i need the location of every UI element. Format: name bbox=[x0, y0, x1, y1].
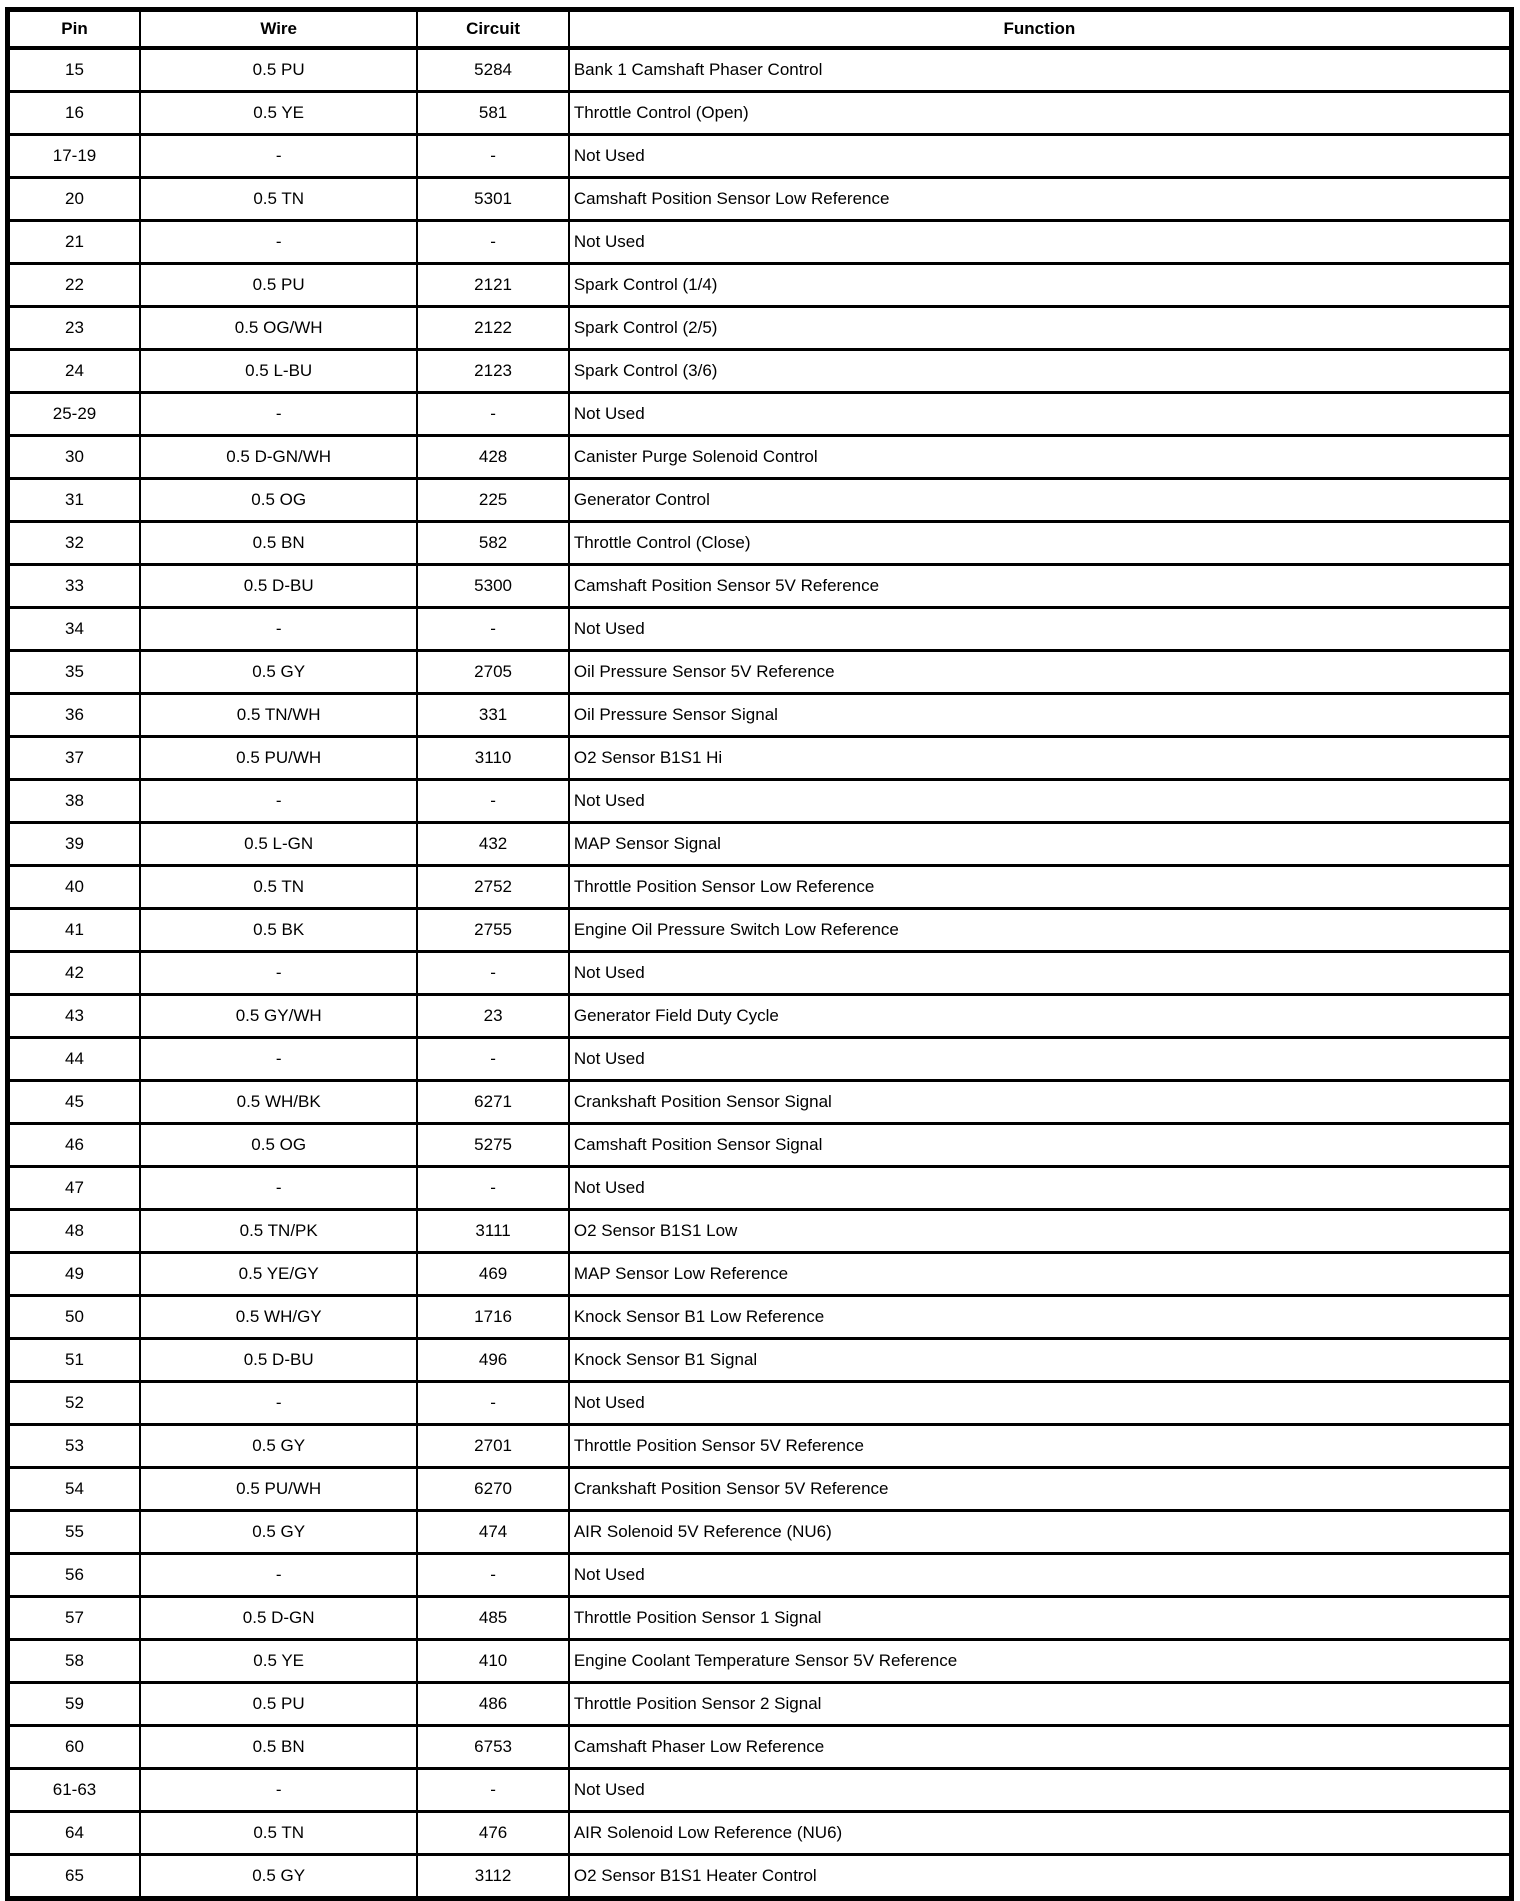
cell-circuit: 23 bbox=[417, 995, 569, 1038]
cell-wire: 0.5 GY bbox=[140, 651, 417, 694]
table-row bbox=[8, 1640, 1512, 1683]
table-row bbox=[8, 866, 1512, 909]
cell-function: Throttle Position Sensor 1 Signal bbox=[569, 1597, 1512, 1640]
cell-circuit: - bbox=[417, 1382, 569, 1425]
cell-wire: 0.5 BN bbox=[140, 1726, 417, 1769]
table-row bbox=[8, 1468, 1512, 1511]
cell-wire: - bbox=[140, 1038, 417, 1081]
cell-circuit: 582 bbox=[417, 522, 569, 565]
cell-function: Not Used bbox=[569, 221, 1512, 264]
cell-wire: - bbox=[140, 135, 417, 178]
cell-pin: 52 bbox=[8, 1382, 141, 1425]
cell-pin: 54 bbox=[8, 1468, 141, 1511]
table-row bbox=[8, 1726, 1512, 1769]
cell-wire: - bbox=[140, 1554, 417, 1597]
table-row bbox=[8, 780, 1512, 823]
cell-circuit: - bbox=[417, 1038, 569, 1081]
table-row bbox=[8, 952, 1512, 995]
cell-wire: 0.5 YE/GY bbox=[140, 1253, 417, 1296]
cell-function: Engine Coolant Temperature Sensor 5V Reference bbox=[569, 1640, 1512, 1683]
cell-pin: 33 bbox=[8, 565, 141, 608]
cell-function: Camshaft Position Sensor Low Reference bbox=[569, 178, 1512, 221]
cell-wire: 0.5 TN bbox=[140, 178, 417, 221]
cell-pin: 42 bbox=[8, 952, 141, 995]
table-row bbox=[8, 1511, 1512, 1554]
table-row bbox=[8, 1296, 1512, 1339]
cell-pin: 58 bbox=[8, 1640, 141, 1683]
cell-function: Engine Oil Pressure Switch Low Reference bbox=[569, 909, 1512, 952]
cell-pin: 16 bbox=[8, 92, 141, 135]
cell-wire: - bbox=[140, 393, 417, 436]
cell-circuit: 581 bbox=[417, 92, 569, 135]
cell-pin: 61-63 bbox=[8, 1769, 141, 1812]
cell-pin: 31 bbox=[8, 479, 141, 522]
cell-function: Not Used bbox=[569, 1167, 1512, 1210]
column-header-pin: Pin bbox=[8, 10, 141, 49]
cell-pin: 65 bbox=[8, 1855, 141, 1899]
cell-circuit: 2122 bbox=[417, 307, 569, 350]
cell-pin: 34 bbox=[8, 608, 141, 651]
cell-circuit: 2701 bbox=[417, 1425, 569, 1468]
cell-function: Not Used bbox=[569, 952, 1512, 995]
cell-function: Not Used bbox=[569, 1382, 1512, 1425]
cell-wire: - bbox=[140, 952, 417, 995]
cell-pin: 45 bbox=[8, 1081, 141, 1124]
cell-wire: - bbox=[140, 1382, 417, 1425]
cell-pin: 55 bbox=[8, 1511, 141, 1554]
cell-wire: 0.5 GY/WH bbox=[140, 995, 417, 1038]
table-row bbox=[8, 1339, 1512, 1382]
cell-function: Generator Control bbox=[569, 479, 1512, 522]
cell-function: Throttle Control (Close) bbox=[569, 522, 1512, 565]
cell-pin: 38 bbox=[8, 780, 141, 823]
table-row bbox=[8, 1038, 1512, 1081]
cell-function: Spark Control (2/5) bbox=[569, 307, 1512, 350]
column-header-wire: Wire bbox=[140, 10, 417, 49]
cell-circuit: - bbox=[417, 952, 569, 995]
cell-function: Not Used bbox=[569, 1554, 1512, 1597]
cell-function: Oil Pressure Sensor 5V Reference bbox=[569, 651, 1512, 694]
cell-function: O2 Sensor B1S1 Hi bbox=[569, 737, 1512, 780]
header-row bbox=[8, 10, 1512, 49]
table-row bbox=[8, 1081, 1512, 1124]
cell-wire: 0.5 D-BU bbox=[140, 565, 417, 608]
cell-pin: 35 bbox=[8, 651, 141, 694]
cell-wire: 0.5 GY bbox=[140, 1425, 417, 1468]
cell-function: Not Used bbox=[569, 608, 1512, 651]
cell-circuit: 5275 bbox=[417, 1124, 569, 1167]
cell-circuit: 331 bbox=[417, 694, 569, 737]
cell-function: Not Used bbox=[569, 1769, 1512, 1812]
cell-pin: 57 bbox=[8, 1597, 141, 1640]
cell-wire: 0.5 L-GN bbox=[140, 823, 417, 866]
cell-wire: - bbox=[140, 1769, 417, 1812]
cell-pin: 15 bbox=[8, 48, 141, 92]
cell-wire: - bbox=[140, 608, 417, 651]
cell-circuit: 486 bbox=[417, 1683, 569, 1726]
cell-pin: 30 bbox=[8, 436, 141, 479]
cell-pin: 32 bbox=[8, 522, 141, 565]
cell-function: Camshaft Position Sensor Signal bbox=[569, 1124, 1512, 1167]
cell-circuit: 410 bbox=[417, 1640, 569, 1683]
cell-circuit: 5284 bbox=[417, 48, 569, 92]
cell-circuit: - bbox=[417, 393, 569, 436]
cell-function: AIR Solenoid Low Reference (NU6) bbox=[569, 1812, 1512, 1855]
cell-pin: 47 bbox=[8, 1167, 141, 1210]
cell-circuit: 3110 bbox=[417, 737, 569, 780]
column-header-function: Function bbox=[569, 10, 1512, 49]
cell-function: Generator Field Duty Cycle bbox=[569, 995, 1512, 1038]
cell-function: Oil Pressure Sensor Signal bbox=[569, 694, 1512, 737]
table-row bbox=[8, 1124, 1512, 1167]
cell-wire: - bbox=[140, 1167, 417, 1210]
cell-circuit: 476 bbox=[417, 1812, 569, 1855]
cell-function: MAP Sensor Signal bbox=[569, 823, 1512, 866]
cell-wire: 0.5 PU bbox=[140, 1683, 417, 1726]
cell-pin: 64 bbox=[8, 1812, 141, 1855]
cell-pin: 43 bbox=[8, 995, 141, 1038]
table-row bbox=[8, 221, 1512, 264]
cell-function: Knock Sensor B1 Signal bbox=[569, 1339, 1512, 1382]
connector-pinout-table bbox=[5, 7, 1514, 1901]
table-row bbox=[8, 264, 1512, 307]
cell-pin: 17-19 bbox=[8, 135, 141, 178]
table-row bbox=[8, 1167, 1512, 1210]
cell-pin: 39 bbox=[8, 823, 141, 866]
cell-wire: 0.5 L-BU bbox=[140, 350, 417, 393]
cell-pin: 40 bbox=[8, 866, 141, 909]
table-row bbox=[8, 1253, 1512, 1296]
cell-circuit: 2123 bbox=[417, 350, 569, 393]
cell-function: AIR Solenoid 5V Reference (NU6) bbox=[569, 1511, 1512, 1554]
cell-function: Not Used bbox=[569, 135, 1512, 178]
table-row bbox=[8, 694, 1512, 737]
cell-pin: 20 bbox=[8, 178, 141, 221]
cell-function: Not Used bbox=[569, 393, 1512, 436]
cell-circuit: 2121 bbox=[417, 264, 569, 307]
cell-function: Bank 1 Camshaft Phaser Control bbox=[569, 48, 1512, 92]
cell-wire: 0.5 TN/WH bbox=[140, 694, 417, 737]
cell-pin: 50 bbox=[8, 1296, 141, 1339]
cell-wire: 0.5 D-GN bbox=[140, 1597, 417, 1640]
cell-pin: 56 bbox=[8, 1554, 141, 1597]
cell-function: Canister Purge Solenoid Control bbox=[569, 436, 1512, 479]
table-row bbox=[8, 178, 1512, 221]
cell-function: Spark Control (1/4) bbox=[569, 264, 1512, 307]
cell-function: Throttle Position Sensor 2 Signal bbox=[569, 1683, 1512, 1726]
cell-wire: 0.5 GY bbox=[140, 1855, 417, 1899]
cell-pin: 49 bbox=[8, 1253, 141, 1296]
cell-function: Throttle Control (Open) bbox=[569, 92, 1512, 135]
table-row bbox=[8, 909, 1512, 952]
cell-wire: 0.5 YE bbox=[140, 92, 417, 135]
cell-function: Not Used bbox=[569, 1038, 1512, 1081]
cell-circuit: - bbox=[417, 1554, 569, 1597]
table-row bbox=[8, 1855, 1512, 1899]
cell-circuit: 474 bbox=[417, 1511, 569, 1554]
cell-wire: 0.5 TN/PK bbox=[140, 1210, 417, 1253]
cell-function: Spark Control (3/6) bbox=[569, 350, 1512, 393]
cell-circuit: - bbox=[417, 221, 569, 264]
pinout-table-body bbox=[8, 48, 1512, 1899]
cell-pin: 22 bbox=[8, 264, 141, 307]
cell-circuit: 6271 bbox=[417, 1081, 569, 1124]
cell-circuit: 432 bbox=[417, 823, 569, 866]
table-row bbox=[8, 479, 1512, 522]
table-row bbox=[8, 1769, 1512, 1812]
cell-circuit: 485 bbox=[417, 1597, 569, 1640]
cell-wire: 0.5 OG bbox=[140, 479, 417, 522]
cell-wire: 0.5 WH/GY bbox=[140, 1296, 417, 1339]
table-row bbox=[8, 1210, 1512, 1253]
table-row bbox=[8, 1597, 1512, 1640]
cell-pin: 48 bbox=[8, 1210, 141, 1253]
cell-function: Crankshaft Position Sensor 5V Reference bbox=[569, 1468, 1512, 1511]
cell-circuit: - bbox=[417, 1769, 569, 1812]
cell-circuit: 3111 bbox=[417, 1210, 569, 1253]
cell-wire: 0.5 WH/BK bbox=[140, 1081, 417, 1124]
table-row bbox=[8, 135, 1512, 178]
cell-wire: 0.5 TN bbox=[140, 866, 417, 909]
cell-function: Not Used bbox=[569, 780, 1512, 823]
cell-pin: 36 bbox=[8, 694, 141, 737]
cell-pin: 21 bbox=[8, 221, 141, 264]
cell-pin: 60 bbox=[8, 1726, 141, 1769]
table-row bbox=[8, 1554, 1512, 1597]
cell-wire: 0.5 YE bbox=[140, 1640, 417, 1683]
table-row bbox=[8, 1382, 1512, 1425]
table-row bbox=[8, 608, 1512, 651]
table-row bbox=[8, 307, 1512, 350]
cell-circuit: - bbox=[417, 135, 569, 178]
cell-pin: 25-29 bbox=[8, 393, 141, 436]
cell-function: Throttle Position Sensor 5V Reference bbox=[569, 1425, 1512, 1468]
cell-pin: 59 bbox=[8, 1683, 141, 1726]
table-row bbox=[8, 350, 1512, 393]
cell-wire: 0.5 OG bbox=[140, 1124, 417, 1167]
table-row bbox=[8, 1812, 1512, 1855]
table-row bbox=[8, 436, 1512, 479]
cell-wire: 0.5 BK bbox=[140, 909, 417, 952]
cell-function: Camshaft Phaser Low Reference bbox=[569, 1726, 1512, 1769]
cell-pin: 41 bbox=[8, 909, 141, 952]
cell-pin: 51 bbox=[8, 1339, 141, 1382]
cell-wire: 0.5 TN bbox=[140, 1812, 417, 1855]
table-row bbox=[8, 1425, 1512, 1468]
cell-function: Crankshaft Position Sensor Signal bbox=[569, 1081, 1512, 1124]
table-row bbox=[8, 737, 1512, 780]
cell-function: O2 Sensor B1S1 Low bbox=[569, 1210, 1512, 1253]
cell-pin: 53 bbox=[8, 1425, 141, 1468]
cell-circuit: 496 bbox=[417, 1339, 569, 1382]
cell-wire: 0.5 BN bbox=[140, 522, 417, 565]
cell-circuit: - bbox=[417, 780, 569, 823]
cell-wire: 0.5 D-BU bbox=[140, 1339, 417, 1382]
table-row bbox=[8, 1683, 1512, 1726]
cell-wire: 0.5 PU/WH bbox=[140, 1468, 417, 1511]
table-row bbox=[8, 565, 1512, 608]
cell-circuit: 2755 bbox=[417, 909, 569, 952]
cell-circuit: 6753 bbox=[417, 1726, 569, 1769]
table-row bbox=[8, 393, 1512, 436]
cell-circuit: 5300 bbox=[417, 565, 569, 608]
table-row bbox=[8, 995, 1512, 1038]
cell-wire: 0.5 PU/WH bbox=[140, 737, 417, 780]
cell-wire: 0.5 D-GN/WH bbox=[140, 436, 417, 479]
table-row bbox=[8, 522, 1512, 565]
cell-wire: 0.5 GY bbox=[140, 1511, 417, 1554]
cell-function: MAP Sensor Low Reference bbox=[569, 1253, 1512, 1296]
cell-circuit: - bbox=[417, 1167, 569, 1210]
cell-function: Knock Sensor B1 Low Reference bbox=[569, 1296, 1512, 1339]
table-row bbox=[8, 651, 1512, 694]
cell-function: O2 Sensor B1S1 Heater Control bbox=[569, 1855, 1512, 1899]
cell-circuit: 428 bbox=[417, 436, 569, 479]
cell-circuit: 2705 bbox=[417, 651, 569, 694]
cell-circuit: 6270 bbox=[417, 1468, 569, 1511]
table-row bbox=[8, 823, 1512, 866]
table-row bbox=[8, 48, 1512, 92]
cell-wire: 0.5 PU bbox=[140, 48, 417, 92]
table-row bbox=[8, 92, 1512, 135]
cell-circuit: 1716 bbox=[417, 1296, 569, 1339]
cell-wire: - bbox=[140, 221, 417, 264]
cell-pin: 23 bbox=[8, 307, 141, 350]
cell-circuit: 3112 bbox=[417, 1855, 569, 1899]
cell-circuit: 5301 bbox=[417, 178, 569, 221]
cell-pin: 24 bbox=[8, 350, 141, 393]
cell-wire: 0.5 OG/WH bbox=[140, 307, 417, 350]
cell-circuit: - bbox=[417, 608, 569, 651]
cell-circuit: 469 bbox=[417, 1253, 569, 1296]
pinout-table-header bbox=[8, 10, 1512, 49]
cell-function: Throttle Position Sensor Low Reference bbox=[569, 866, 1512, 909]
cell-circuit: 225 bbox=[417, 479, 569, 522]
cell-wire: 0.5 PU bbox=[140, 264, 417, 307]
cell-circuit: 2752 bbox=[417, 866, 569, 909]
cell-wire: - bbox=[140, 780, 417, 823]
column-header-circuit: Circuit bbox=[417, 10, 569, 49]
cell-pin: 46 bbox=[8, 1124, 141, 1167]
cell-function: Camshaft Position Sensor 5V Reference bbox=[569, 565, 1512, 608]
cell-pin: 37 bbox=[8, 737, 141, 780]
cell-pin: 44 bbox=[8, 1038, 141, 1081]
